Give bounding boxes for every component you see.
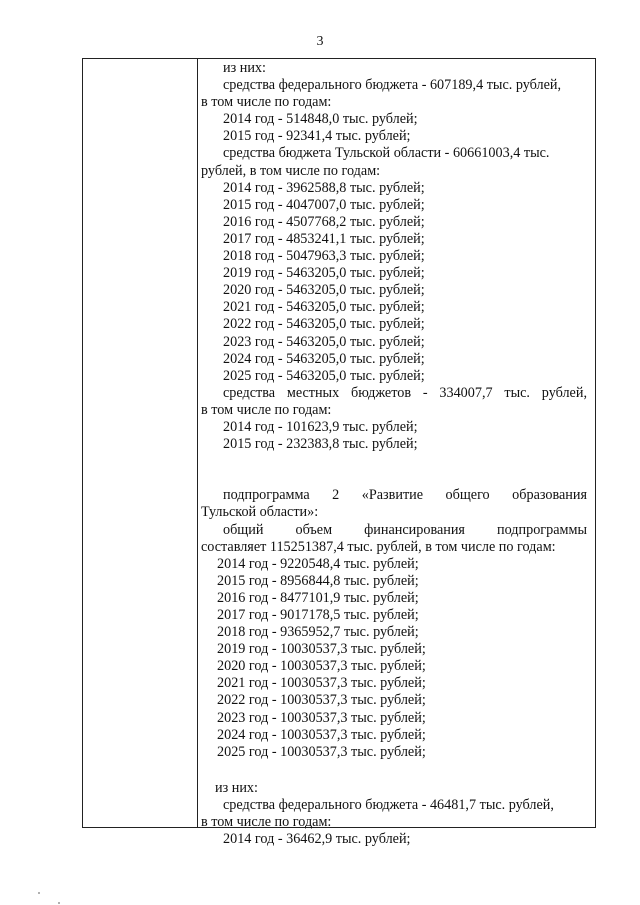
- year-line: 2015 год - 232383,8 тыс. рублей;: [223, 436, 418, 453]
- year-line: 2014 год - 101623,9 тыс. рублей;: [223, 418, 418, 435]
- federal-budget-line: средства федерального бюджета - 46481,7 тыс. рублей,: [223, 796, 554, 813]
- year-line: 2024 год - 10030537,3 тыс. рублей;: [217, 726, 426, 743]
- page-number: 3: [316, 34, 324, 49]
- federal-budget-years-caption: в том числе по годам:: [201, 94, 332, 111]
- federal-budget-line: средства федерального бюджета - 607189,4 тыс. рублей,: [223, 77, 562, 94]
- subprogram-total-line: общий объем финансирования подпрограммы: [223, 521, 587, 538]
- regional-budget-line: средства бюджета Тульской области - 60661003,4 тыс.: [223, 145, 550, 162]
- funding-text-column: [201, 60, 587, 848]
- year-line: 2014 год - 9220548,4 тыс. рублей;: [217, 555, 419, 572]
- intro-text: из них:: [223, 60, 266, 76]
- column-divider: [197, 58, 198, 828]
- year-line: 2021 год - 10030537,3 тыс. рублей;: [217, 675, 426, 692]
- year-line: 2016 год - 8477101,9 тыс. рублей;: [217, 589, 419, 606]
- subprogram-title: подпрограмма 2 «Развитие общего образования: [223, 487, 587, 504]
- year-line: 2023 год - 5463205,0 тыс. рублей;: [223, 333, 425, 350]
- year-line: 2017 год - 4853241,1 тыс. рублей;: [223, 230, 425, 247]
- year-line: 2015 год - 92341,4 тыс. рублей;: [223, 128, 411, 145]
- year-line: 2021 год - 5463205,0 тыс. рублей;: [223, 299, 425, 316]
- local-budget-line: средства местных бюджетов - 334007,7 тыс. рублей,: [223, 384, 587, 401]
- year-line: 2025 год - 10030537,3 тыс. рублей;: [217, 743, 426, 760]
- year-line: 2015 год - 8956844,8 тыс. рублей;: [217, 572, 419, 589]
- year-line: 2025 год - 5463205,0 тыс. рублей;: [223, 367, 425, 384]
- scan-speck: [58, 902, 60, 904]
- year-line: 2024 год - 5463205,0 тыс. рублей;: [223, 350, 425, 367]
- federal-budget-years-caption: в том числе по годам:: [201, 814, 332, 831]
- scan-speck: [38, 892, 40, 894]
- year-line: 2022 год - 10030537,3 тыс. рублей;: [217, 692, 426, 709]
- year-line: 2022 год - 5463205,0 тыс. рублей;: [223, 316, 425, 333]
- year-line: 2014 год - 3962588,8 тыс. рублей;: [223, 179, 425, 196]
- year-line: 2014 год - 36462,9 тыс. рублей;: [223, 831, 411, 848]
- year-line: 2023 год - 10030537,3 тыс. рублей;: [217, 709, 426, 726]
- year-line: 2018 год - 9365952,7 тыс. рублей;: [217, 624, 419, 641]
- year-line: 2019 год - 5463205,0 тыс. рублей;: [223, 265, 425, 282]
- year-line: 2020 год - 10030537,3 тыс. рублей;: [217, 658, 426, 675]
- year-line: 2015 год - 4047007,0 тыс. рублей;: [223, 196, 425, 213]
- year-line: 2020 год - 5463205,0 тыс. рублей;: [223, 282, 425, 299]
- intro-text: из них:: [215, 779, 258, 796]
- subprogram-total-cont: составляет 115251387,4 тыс. рублей, в том числе по годам:: [201, 538, 556, 555]
- year-line: 2014 год - 514848,0 тыс. рублей;: [223, 111, 418, 128]
- year-line: 2017 год - 9017178,5 тыс. рублей;: [217, 607, 419, 623]
- year-line: 2019 год - 10030537,3 тыс. рублей;: [217, 641, 426, 658]
- subprogram-title-cont: Тульской области»:: [201, 504, 319, 521]
- year-line: 2016 год - 4507768,2 тыс. рублей;: [223, 213, 425, 230]
- local-budget-years-caption: в том числе по годам:: [201, 401, 332, 418]
- regional-budget-years-caption: рублей, в том числе по годам:: [201, 162, 381, 179]
- year-line: 2018 год - 5047963,3 тыс. рублей;: [223, 248, 425, 265]
